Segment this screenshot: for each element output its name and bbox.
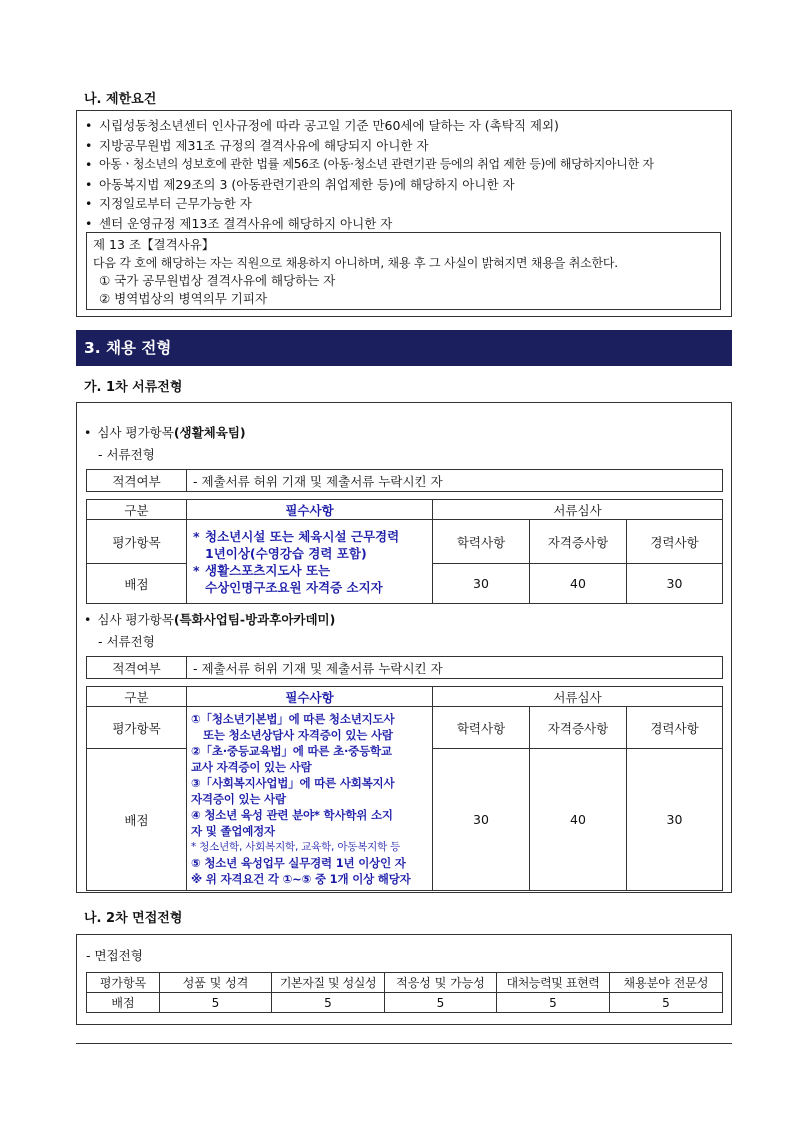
list-item: • 시립성동청소년센터 인사규정에 따라 공고일 기준 만60세에 달하는 자 (촉탁직 제외) (85, 118, 559, 133)
table-cell: 30 (433, 749, 530, 891)
list-item: • 센터 운영규정 제13조 결격사유에 해당하지 아니한 자 (85, 215, 393, 231)
table-cell: 5 (385, 993, 497, 1013)
table-cell: 채용분야 전문성 (610, 973, 723, 993)
table-cell: 5 (497, 993, 610, 1013)
article-box (86, 232, 721, 310)
table-cell: 5 (272, 993, 385, 1013)
table-cell: 40 (530, 564, 627, 604)
table-cell: 기본자질 및 성실성 (272, 973, 385, 993)
table-cell: 대처능력및 표현력 (497, 973, 610, 993)
block2-title: • 심사 평가항목(특화사업팀-방과후아카데미) (84, 612, 336, 627)
block1-score-table (86, 499, 723, 604)
row-header: 평가항목 (87, 520, 187, 564)
list-item: • 지정일로부터 근무가능한 자 (85, 196, 252, 211)
table-cell: 학력사항 (433, 520, 530, 564)
table-cell: 자격증사항 (530, 707, 627, 749)
elig-label: 적격여부 (87, 470, 187, 492)
table-cell: 자격증사항 (530, 520, 627, 564)
required-cell: ①「청소년기본법」에 따른 청소년지도사 또는 청소년상담사 자격증이 있는 사람 ②「초·중등교육법」에 따른 초·중등학교 교사 자격증이 있는 사람 ③「사회복지사업법」에 따른 사회복지사 자격증이 있는 사람 ④ 청소년 육성 관련 분야* 학사학위 소지 자 및 졸업예정자 * 청소년학, 사회복지학, 교육학, 아동복지학 등 ⑤ 청소년 육성업무 실무경력 1년 이상인 자 ※ 위 자격요건 각 ①~⑤ 중 1개 이상 해당자 (187, 707, 433, 891)
section-banner: 3. 채용 전형 (76, 330, 732, 366)
block2-eligibility-table (86, 656, 723, 679)
block2-score-table (86, 686, 723, 891)
row-header: 배점 (87, 564, 187, 604)
required-cell: * 청소년시설 또는 체육시설 근무경력 1년이상(수영강습 경력 포함) * 생활스포츠지도사 또는 수상인명구조요원 자격증 소지자 (187, 520, 433, 604)
article-body: 다음 각 호에 해당하는 자는 직원으로 채용하지 아니하며, 채용 후 그 사실이 밝혀지면 채용을 취소한다. (93, 256, 618, 270)
row-header: 평가항목 (87, 973, 160, 993)
table-cell: 학력사항 (433, 707, 530, 749)
col-header: 구분 (87, 500, 187, 520)
table-cell: 경력사항 (627, 707, 723, 749)
block1-sub: - 서류전형 (98, 447, 155, 462)
table-cell: 30 (627, 564, 723, 604)
list-item: • 지방공무원법 제31조 규정의 결격사유에 해당되지 아니한 자 (85, 137, 429, 153)
table-cell: 40 (530, 749, 627, 891)
col-header: 구분 (87, 687, 187, 707)
row-header: 배점 (87, 993, 160, 1013)
row-header: 평가항목 (87, 707, 187, 749)
col-header: 필수사항 (187, 687, 433, 707)
elig-text: - 제출서류 허위 기재 및 제출서류 누락시킨 자 (187, 470, 723, 492)
elig-text: - 제출서류 허위 기재 및 제출서류 누락시킨 자 (187, 657, 723, 679)
block1-title: • 심사 평가항목(생활체육팀) (84, 425, 246, 440)
elig-label: 적격여부 (87, 657, 187, 679)
table-cell: 적응성 및 가능성 (385, 973, 497, 993)
block1-eligibility-table (86, 469, 723, 492)
section-heading-document: 가. 1차 서류전형 (84, 380, 183, 395)
list-item: • 아동ㆍ청소년의 성보호에 관한 법률 제56조 (아동·청소년 관련기관 등에의 취업 제한 등)에 해당하지아니한 자 (85, 157, 654, 172)
article-item: ① 국가 공무원법상 결격사유에 해당하는 자 (99, 273, 336, 288)
article-title: 제 13 조【결격사유】 (93, 237, 215, 252)
article-item: ② 병역법상의 병역의무 기피자 (99, 291, 268, 306)
table-cell: 경력사항 (627, 520, 723, 564)
restrictions-box (76, 110, 732, 317)
section-heading-restrictions: 나. 제한요건 (84, 92, 157, 107)
col-header: 서류심사 (433, 687, 723, 707)
table-cell: 5 (610, 993, 723, 1013)
list-item: • 아동복지법 제29조의 3 (아동관련기관의 취업제한 등)에 해당하지 아니한 자 (85, 176, 515, 192)
interview-sub: - 면접전형 (86, 948, 143, 963)
col-header: 필수사항 (187, 500, 433, 520)
row-header: 배점 (87, 749, 187, 891)
col-header: 서류심사 (433, 500, 723, 520)
table-cell: 성품 및 성격 (160, 973, 272, 993)
divider (76, 1043, 732, 1044)
block2-sub: - 서류전형 (98, 634, 155, 649)
restrictions-list (85, 116, 725, 233)
interview-table (86, 972, 723, 1013)
table-cell: 5 (160, 993, 272, 1013)
section-heading-interview: 나. 2차 면접전형 (84, 911, 183, 926)
table-cell: 30 (627, 749, 723, 891)
table-cell: 30 (433, 564, 530, 604)
